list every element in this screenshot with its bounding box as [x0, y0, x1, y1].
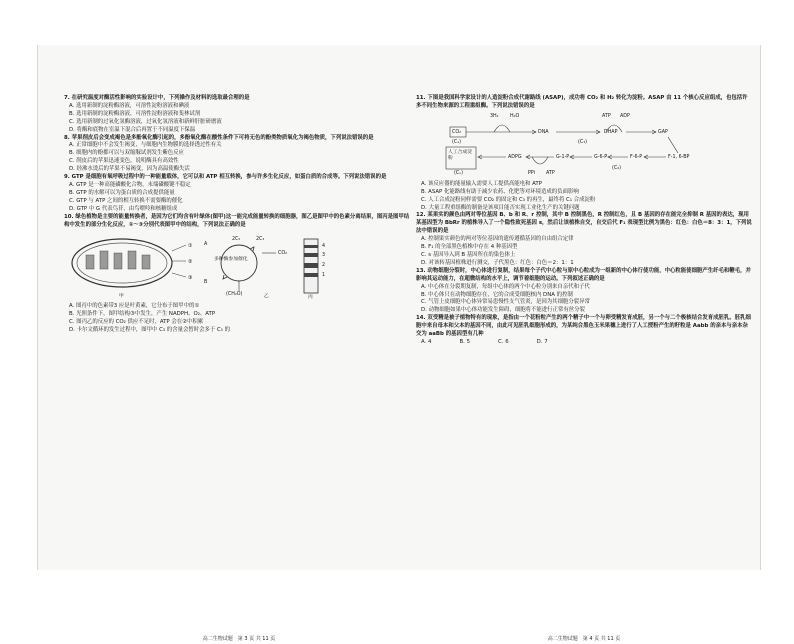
- question-11-stem: 11. 下图是我国科学家设计的人造淀粉合成代谢路线 (ASAP)，成功将 CO₂ 和 H₂ 转化为淀粉。ASAP 由 11 个核心反应组成，也包括许多不同生物来源的工程重组酶。下列说法错误的是: [416, 95, 748, 109]
- adpg-node: ADPG: [508, 154, 522, 160]
- question-12-stem: 12. 某果实的颜色由两对等位基因 B、b 和 R、r 控制，其中 B 控制黑色，R 控制红色，且 B 基因的存在能完全抑制 R 基因的表达，现用某基因型为 BbRr 的植株导入了一个隐性致死基因 s，然后让该植株自交，自交后代 F₁ 表现型比例为黑色：红色：白色＝8：3：1，下列说法中错误的是: [416, 212, 752, 235]
- question-14-stem: 14. 双受精是被子植物特有的现象，是指由一个花粉粒产生的两个精子中一个与卵受精发育成胚，另一个与二个极核结合发育成胚乳。胚乳细胞中来自母本和父本的基因不同，由此可见胚乳细胞形成的，为某纯合黑色玉米果穗上进行了人工授粉产生的籽粒是 Aabb 的亲本与亲本杂交为 aaBb 的基因型有几种: [416, 315, 751, 338]
- option-8c: C. 削皮后的苹果迅速变色，说明酶具有高效性: [69, 158, 179, 165]
- option-9b: B. GTP 的水解可以为蛋白质的合成提供能量: [69, 189, 175, 196]
- option-9c: C. GTP 与 ATP 之间的相互转换不需要酶的催化: [69, 197, 183, 204]
- left-page: [64, 95, 414, 643]
- band-4-label: 4: [322, 244, 326, 250]
- f6p-node: F-6-P: [630, 154, 643, 160]
- option-12d: D. 对该转基因植株进行测交，子代黑色：红色：白色＝2：1：1: [421, 259, 574, 266]
- h2-node: 3H₂: [490, 113, 499, 119]
- option-11c: C. 人工合成淀粉同样需要 CO₂ 的固定和 C₃ 的再生，最终将 C₁ 合成淀粉: [421, 196, 596, 203]
- question-8-stem: 8. 苹果削皮后会变成褐色是多酚氧化酶引起的，多酚氧化酶在酸性条件下可将无色的酚类物质氧化为褐色物质，下列说法错误的是: [64, 134, 374, 141]
- option-7d: D. 将酶和底物在室温下混合后再置于不同温度下保温: [69, 126, 196, 133]
- option-9d: D. GTP 中 G 代表鸟苷，由鸟嘌呤和核糖组成: [69, 205, 178, 212]
- g1p-node: G-1-P: [556, 154, 570, 160]
- option-14a: A. 4: [421, 338, 432, 345]
- starch-node: 人工合成淀粉: [448, 149, 472, 161]
- option-7a: A. 选用新制的淀粉酶溶液，可溶性淀粉溶液和碘液: [69, 102, 190, 109]
- chloroplast-diagram: [64, 231, 364, 301]
- option-9a: A. GTP 是一种高能磷酸化合物，末端磷酸键不稳定: [69, 181, 191, 188]
- dna-node: DNA: [538, 129, 549, 135]
- option-12c: C. s 基因导入到 B 基因所在的染色体上: [421, 251, 516, 258]
- gap-node: GAP: [658, 129, 668, 135]
- option-13d: D. 动物细胞如果中心体功能发生障碍，细胞将不能进行正常有丝分裂: [421, 307, 585, 314]
- c3-node: (C₃): [578, 139, 588, 145]
- figure-bing-label: 丙: [308, 295, 313, 301]
- cn-node: (Cₙ): [454, 170, 464, 176]
- question-7: [64, 95, 414, 135]
- option-10b: B. 光照条件下，图甲结构③中发生，产生 NADPH、O₂、ATP: [69, 311, 216, 318]
- c1-node: (C₁): [452, 139, 462, 145]
- marker-2: ②: [188, 259, 193, 266]
- dhap-node: DHAP: [604, 129, 618, 135]
- option-8a: A. 正常细胞中不会发生褐变，与细胞内生物膜的选择透过性有关: [69, 142, 222, 149]
- option-13c: C. 气管上皮细胞中心体异常易患慢性支气管炎，是因为其细胞分裂异常: [421, 299, 590, 306]
- option-14c: C. 6: [498, 338, 509, 345]
- question-10-stem: 10. 绿色植物是主要的能量转换者，是因为它们均含有叶绿体(图甲)这一能完成能量转换的细胞器，图乙是图甲中的色素分离结果，图丙是图甲结构中发生的部分生化反应，①～③分别代表图甲中的结构，下列说法正确的是: [64, 213, 410, 228]
- question-9-stem: 9. GTP 是细胞有氧呼吸过程中的一种能量载体，它可以和 ATP 相互转换，参与许多生化反应，如蛋白质的合成等。下列说法错误的是: [64, 174, 387, 181]
- question-13: [416, 268, 752, 315]
- option-7c: C. 选用新制的过氧化氢酶溶液，过氧化氢溶液和新鲜肝脏研磨液: [69, 118, 222, 125]
- marker-1: ①: [188, 243, 193, 250]
- right-page: [416, 95, 752, 643]
- atp1-node: ATP: [602, 113, 611, 119]
- asap-pathway: [416, 113, 752, 179]
- question-7-stem: 7. 在研究温度对酶活性影响的实验设计中，下列操作及材料的选取最合理的是: [64, 95, 250, 101]
- left-page-footer: 高二生物试题 第 3 页 共 11 页: [202, 636, 276, 643]
- option-13b: B. 中心体只在动物细胞存在，它的合成受细胞核内 DNA 的控制: [421, 291, 573, 298]
- c6-node: (C₆): [612, 165, 622, 171]
- option-11b: B. ASAP 化能路线有助于减少农药、化肥等对环境造成的负面影响: [421, 188, 579, 195]
- marker-3: ③: [188, 275, 193, 282]
- f16p-node: F-1, 6-BP: [668, 154, 690, 160]
- option-11a: A. 该反应器的能量输入需要人工提供高能电和 ATP: [421, 180, 542, 187]
- option-10c: C. 图丙乙的反应的 CO₂ 供应不足时，ATP 会在②中积累: [69, 319, 204, 326]
- atp2-node: ATP: [546, 170, 555, 176]
- adp1-node: ADP: [620, 113, 630, 119]
- c5-label: 2C₅: [232, 237, 241, 243]
- option-10d: D. 卡尔文循环的发生过程中，图甲中 C₃ 的含量会暂时会多于 C₅ 的: [69, 327, 231, 334]
- options-14: [416, 339, 752, 347]
- option-10a: A. 图丙中的色素带3 应是叶黄素，它分布于图甲中的①: [69, 303, 200, 310]
- g6p-node: G-6-P: [594, 154, 608, 160]
- ppi-node: PPi: [528, 170, 536, 176]
- figure-yi-label: 乙: [264, 294, 269, 300]
- chloroplast-figure: [64, 231, 414, 301]
- cycle-label: 多种酶参加催化: [214, 257, 248, 263]
- option-14b: B. 5: [459, 338, 471, 345]
- question-10: [64, 214, 414, 335]
- right-page-footer: 高二生物试题 第 4 页 共 11 页: [547, 636, 621, 643]
- option-7b: B. 选用新制的淀粉酶溶液，可溶性淀粉溶液和斐林试剂: [69, 110, 201, 117]
- question-13-stem: 13. 动物细胞分裂时，中心体进行复制，结果每个子代中心粒与原中心粒成为一组新的中心体行使功能，中心粒能使细胞产生纤毛和鞭毛，并影响其运动能力，在超微结构的水平上，调节着细胞的运动。下列叙述正确的是: [416, 267, 751, 282]
- option-14d: D. 7: [536, 338, 548, 345]
- option-11d: D. 大量工程重组酶的制备是该项目能否实现工业化生产的关键问题: [421, 204, 580, 211]
- co2-node: CO₂: [452, 129, 462, 135]
- ch2o-label: (CH₂O): [226, 292, 243, 298]
- question-12: [416, 212, 752, 267]
- figure-jia-label: 甲: [119, 294, 124, 300]
- co2-label: CO₂: [278, 251, 288, 257]
- band-1-label: 1: [322, 273, 326, 279]
- question-11: [416, 95, 752, 212]
- question-14: [416, 315, 752, 347]
- exam-sheet: [37, 45, 761, 643]
- question-8: [64, 135, 414, 175]
- option-12b: B. F₁ 的全部黑色植株中存在 4 种基因型: [421, 244, 518, 251]
- mark-a-label: A: [204, 242, 208, 248]
- h2o-node: H₂O: [510, 113, 520, 119]
- c3-label: 2C₃: [256, 237, 265, 243]
- option-12a: A. 控制果实颜色的两对等位基因的遗传遵循基因的自由组合定律: [421, 236, 574, 243]
- band-3-label: 3: [322, 253, 326, 259]
- band-2-label: 2: [322, 263, 326, 269]
- question-9: [64, 174, 414, 214]
- option-8d: D. 经沸水烫后的苹果不易褐变，因为高温使酶失活: [69, 166, 190, 173]
- mark-b-label: B: [204, 280, 208, 286]
- option-13a: A. 中心体在分裂期复制，每组中心体的两个中心粒分别来自亲代和子代: [421, 283, 590, 290]
- option-8b: B. 细胞内的酚都可以与双缩脲试剂发生紫色反应: [69, 150, 184, 157]
